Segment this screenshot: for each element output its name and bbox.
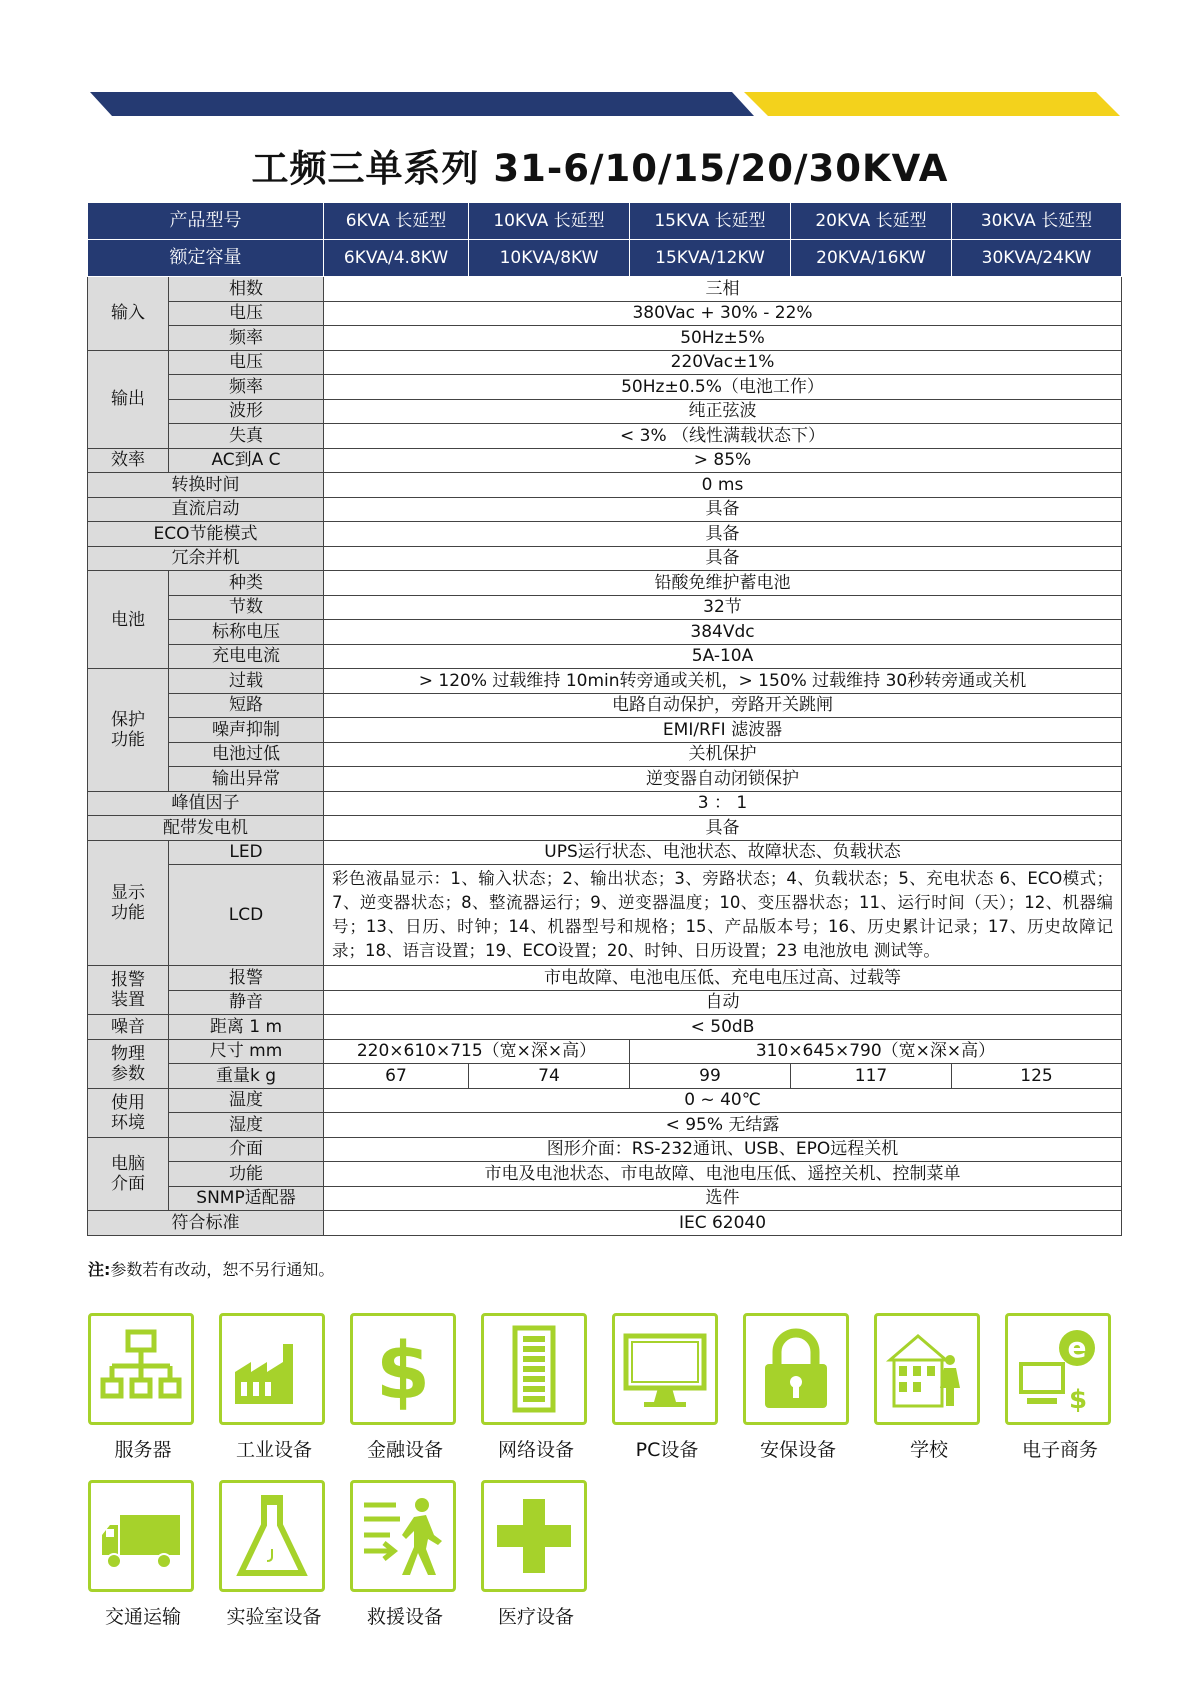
row-label: 电压 xyxy=(169,301,324,326)
group-line: 保护 xyxy=(111,709,145,730)
app-label: 交通运输 xyxy=(104,1606,181,1628)
row-value: 铅酸免维护蓄电池 xyxy=(324,571,1122,596)
row-label: SNMP适配器 xyxy=(169,1186,324,1211)
row-label: 节数 xyxy=(169,595,324,620)
size-large: 310×645×790（宽×深×高） xyxy=(630,1039,1122,1064)
table-row xyxy=(88,620,1122,645)
table-row xyxy=(88,1039,1122,1064)
table-row xyxy=(88,742,1122,767)
table-row xyxy=(88,816,1122,841)
row-label: 标称电压 xyxy=(169,620,324,645)
table-row xyxy=(88,1088,1122,1113)
group-environment xyxy=(88,1088,169,1137)
table-row xyxy=(88,595,1122,620)
group-line: 参数 xyxy=(111,1063,145,1084)
row-value: 选件 xyxy=(324,1186,1122,1211)
app-server xyxy=(88,1313,198,1462)
row-value: 三相 xyxy=(324,277,1122,302)
banner-yellow-stripe xyxy=(744,92,1120,116)
model-30kva: 30KVA 长延型 xyxy=(952,203,1122,240)
table-row xyxy=(88,1015,1122,1040)
rescue-icon xyxy=(350,1480,456,1592)
table-row xyxy=(88,1137,1122,1162)
row-label: 频率 xyxy=(169,326,324,351)
row-value: 自动 xyxy=(324,990,1122,1015)
row-value: IEC 62040 xyxy=(324,1211,1122,1236)
group-noise: 噪音 xyxy=(88,1015,169,1040)
group-display xyxy=(88,840,169,966)
row-value: 具备 xyxy=(324,522,1122,547)
school-icon xyxy=(874,1313,980,1425)
group-line: 装置 xyxy=(111,990,145,1010)
group-line: 电脑 xyxy=(111,1153,145,1174)
table-row xyxy=(88,1064,1122,1089)
capacity-15kva: 15KVA/12KW xyxy=(630,240,791,277)
table-row xyxy=(88,791,1122,816)
row-label: 频率 xyxy=(169,375,324,400)
table-row xyxy=(88,301,1122,326)
truck-icon xyxy=(88,1480,194,1592)
row-label: 功能 xyxy=(169,1162,324,1187)
app-network xyxy=(481,1313,591,1462)
table-row xyxy=(88,990,1122,1015)
row-label: 介面 xyxy=(169,1137,324,1162)
table-row xyxy=(88,1113,1122,1138)
row-label: 冗余并机 xyxy=(88,546,324,571)
footnote-text: 参数若有改动，恕不另行通知。 xyxy=(110,1260,335,1279)
table-row xyxy=(88,865,1122,966)
capacity-20kva: 20KVA/16KW xyxy=(791,240,952,277)
row-label: 种类 xyxy=(169,571,324,596)
group-line: 功能 xyxy=(111,902,145,923)
group-alarm xyxy=(88,966,169,1015)
row-label: 失真 xyxy=(169,424,324,449)
row-value: 384Vdc xyxy=(324,620,1122,645)
app-label: 服务器 xyxy=(114,1439,172,1461)
table-row xyxy=(88,424,1122,449)
app-label: 实验室设备 xyxy=(226,1606,322,1628)
row-label: 输出异常 xyxy=(169,767,324,792)
model-20kva: 20KVA 长延型 xyxy=(791,203,952,240)
app-school xyxy=(874,1313,984,1462)
row-label: LED xyxy=(169,840,324,865)
app-label: 电子商务 xyxy=(1021,1439,1098,1461)
footnote-prefix: 注: xyxy=(88,1260,111,1279)
medical-cross-icon xyxy=(481,1480,587,1592)
app-industrial xyxy=(219,1313,329,1462)
top-banner xyxy=(90,92,1120,116)
svg-text:e: e xyxy=(1067,1331,1087,1364)
table-row xyxy=(88,966,1122,991)
app-ecommerce xyxy=(1005,1313,1115,1462)
row-label: 温度 xyxy=(169,1088,324,1113)
page-title: 工频三单系列 31-6/10/15/20/30KVA xyxy=(251,147,949,190)
row-label: 直流启动 xyxy=(88,497,324,522)
footnote xyxy=(88,1257,334,1280)
row-value: 32节 xyxy=(324,595,1122,620)
table-row xyxy=(88,326,1122,351)
row-label: 波形 xyxy=(169,399,324,424)
network-icon xyxy=(481,1313,587,1425)
capacity-label: 额定容量 xyxy=(88,240,324,277)
group-efficiency: 效率 xyxy=(88,448,169,473)
row-label: 尺寸 mm xyxy=(169,1039,324,1064)
table-row xyxy=(88,718,1122,743)
row-label: AC到A C xyxy=(169,448,324,473)
app-rescue xyxy=(350,1480,460,1629)
row-value: 50Hz±5% xyxy=(324,326,1122,351)
app-label: 学校 xyxy=(909,1439,948,1461)
row-value: 50Hz±0.5%（电池工作） xyxy=(324,375,1122,400)
row-label: 电压 xyxy=(169,350,324,375)
row-label: 距离 1 m xyxy=(169,1015,324,1040)
row-label: 湿度 xyxy=(169,1113,324,1138)
group-line: 介面 xyxy=(111,1173,145,1194)
app-security xyxy=(743,1313,853,1462)
ecommerce-icon xyxy=(1005,1313,1111,1425)
row-value: < 50dB xyxy=(324,1015,1122,1040)
group-line: 显示 xyxy=(111,882,145,903)
app-label: PC设备 xyxy=(635,1439,699,1461)
table-row xyxy=(88,669,1122,694)
row-label: 电池过低 xyxy=(169,742,324,767)
group-line: 报警 xyxy=(111,970,145,990)
spec-table xyxy=(87,202,1122,1236)
group-line: 功能 xyxy=(111,729,145,750)
row-label: 重量k g xyxy=(169,1064,324,1089)
row-label: 符合标准 xyxy=(88,1211,324,1236)
app-label: 金融设备 xyxy=(366,1439,443,1461)
weight-20kva: 117 xyxy=(791,1064,952,1089)
row-label: 配带发电机 xyxy=(88,816,324,841)
table-row xyxy=(88,767,1122,792)
app-label: 医疗设备 xyxy=(497,1606,574,1628)
weight-15kva: 99 xyxy=(630,1064,791,1089)
flask-icon xyxy=(219,1480,325,1592)
dollar-icon xyxy=(350,1313,456,1425)
row-label: 过载 xyxy=(169,669,324,694)
group-protection xyxy=(88,669,169,792)
group-interface xyxy=(88,1137,169,1211)
table-row xyxy=(88,497,1122,522)
banner-navy-stripe xyxy=(90,92,754,116)
table-row xyxy=(88,1211,1122,1236)
row-value: 380Vac + 30% - 22% xyxy=(324,301,1122,326)
row-label: 充电电流 xyxy=(169,644,324,669)
table-row xyxy=(88,1186,1122,1211)
table-row xyxy=(88,840,1122,865)
table-row xyxy=(88,1162,1122,1187)
row-value: 电路自动保护，旁路开关跳闸 xyxy=(324,693,1122,718)
row-value: 图形介面：RS-232通讯、USB、EPO远程关机 xyxy=(324,1137,1122,1162)
table-row xyxy=(88,448,1122,473)
row-label: 噪声抑制 xyxy=(169,718,324,743)
row-label: 转换时间 xyxy=(88,473,324,498)
lock-icon xyxy=(743,1313,849,1425)
app-label: 安保设备 xyxy=(759,1439,836,1461)
table-row xyxy=(88,522,1122,547)
row-value: 关机保护 xyxy=(324,742,1122,767)
app-transport xyxy=(88,1480,198,1629)
row-value: < 3% （线性满载状态下） xyxy=(324,424,1122,449)
row-label: 短路 xyxy=(169,693,324,718)
table-row xyxy=(88,546,1122,571)
app-laboratory xyxy=(219,1480,329,1629)
model-15kva: 15KVA 长延型 xyxy=(630,203,791,240)
row-value: < 95% 无结露 xyxy=(324,1113,1122,1138)
row-label: 报警 xyxy=(169,966,324,991)
svg-text:$: $ xyxy=(375,1327,431,1414)
row-label: 相数 xyxy=(169,277,324,302)
server-icon xyxy=(88,1313,194,1425)
capacity-10kva: 10KVA/8KW xyxy=(469,240,630,277)
svg-text:$: $ xyxy=(1069,1385,1088,1414)
model-row xyxy=(88,203,1122,240)
app-pc xyxy=(612,1313,722,1462)
table-row xyxy=(88,277,1122,302)
weight-10kva: 74 xyxy=(469,1064,630,1089)
size-small: 220×610×715（宽×深×高） xyxy=(324,1039,630,1064)
app-label: 网络设备 xyxy=(497,1439,574,1461)
model-10kva: 10KVA 长延型 xyxy=(469,203,630,240)
row-value: 220Vac±1% xyxy=(324,350,1122,375)
group-battery: 电池 xyxy=(88,571,169,669)
row-label: ECO节能模式 xyxy=(88,522,324,547)
row-value: 具备 xyxy=(324,497,1122,522)
row-value: EMI/RFI 滤波器 xyxy=(324,718,1122,743)
table-row xyxy=(88,375,1122,400)
group-line: 环境 xyxy=(111,1112,145,1133)
row-value: > 120% 过载维持 10min转旁通或关机，> 150% 过载维持 30秒转旁通或关机 xyxy=(324,669,1122,694)
group-physical xyxy=(88,1039,169,1088)
row-value: 0 ms xyxy=(324,473,1122,498)
group-output: 输出 xyxy=(88,350,169,448)
row-value: 市电及电池状态、市电故障、电池电压低、遥控关机、控制菜单 xyxy=(324,1162,1122,1187)
group-input: 输入 xyxy=(88,277,169,351)
row-value: 市电故障、电池电压低、充电电压过高、过载等 xyxy=(324,966,1122,991)
row-value: 纯正弦波 xyxy=(324,399,1122,424)
lcd-description: 彩色液晶显示：1、输入状态；2、输出状态；3、旁路状态；4、负载状态；5、充电状态 6、ECO模式；7、逆变器状态；8、整流器运行；9、逆变器温度；10、变压器状态；11、运行时间（天）；12、机器编号；13、日历、时钟；14、机器型号和规格；15、产品版本号；16、历史累计记录；17、历史故障记录；18、语言设置；19、ECO设置；20、时钟、日历设置；23 电池放电 测试等。 xyxy=(324,865,1122,966)
row-label: LCD xyxy=(169,865,324,966)
weight-6kva: 67 xyxy=(324,1064,469,1089)
factory-icon xyxy=(219,1313,325,1425)
app-finance xyxy=(350,1313,460,1462)
app-label: 工业设备 xyxy=(235,1439,312,1461)
row-value: 0 ~ 40℃ xyxy=(324,1088,1122,1113)
row-value: 逆变器自动闭锁保护 xyxy=(324,767,1122,792)
row-value: 3 ： 1 xyxy=(324,791,1122,816)
app-medical xyxy=(481,1480,591,1629)
row-label: 峰值因子 xyxy=(88,791,324,816)
monitor-icon xyxy=(612,1313,718,1425)
weight-30kva: 125 xyxy=(952,1064,1122,1089)
group-line: 使用 xyxy=(111,1092,145,1113)
row-value: 具备 xyxy=(324,816,1122,841)
app-label: 救援设备 xyxy=(366,1606,443,1628)
row-label: 静音 xyxy=(169,990,324,1015)
row-value: 具备 xyxy=(324,546,1122,571)
table-row xyxy=(88,571,1122,596)
table-row xyxy=(88,399,1122,424)
capacity-30kva: 30KVA/24KW xyxy=(952,240,1122,277)
capacity-row xyxy=(88,240,1122,277)
group-line: 物理 xyxy=(111,1043,145,1064)
model-label: 产品型号 xyxy=(88,203,324,240)
row-value: > 85% xyxy=(324,448,1122,473)
table-row xyxy=(88,693,1122,718)
capacity-6kva: 6KVA/4.8KW xyxy=(324,240,469,277)
table-row xyxy=(88,350,1122,375)
table-row xyxy=(88,644,1122,669)
row-value: 5A-10A xyxy=(324,644,1122,669)
row-value: UPS运行状态、电池状态、故障状态、负载状态 xyxy=(324,840,1122,865)
model-6kva: 6KVA 长延型 xyxy=(324,203,469,240)
table-row xyxy=(88,473,1122,498)
